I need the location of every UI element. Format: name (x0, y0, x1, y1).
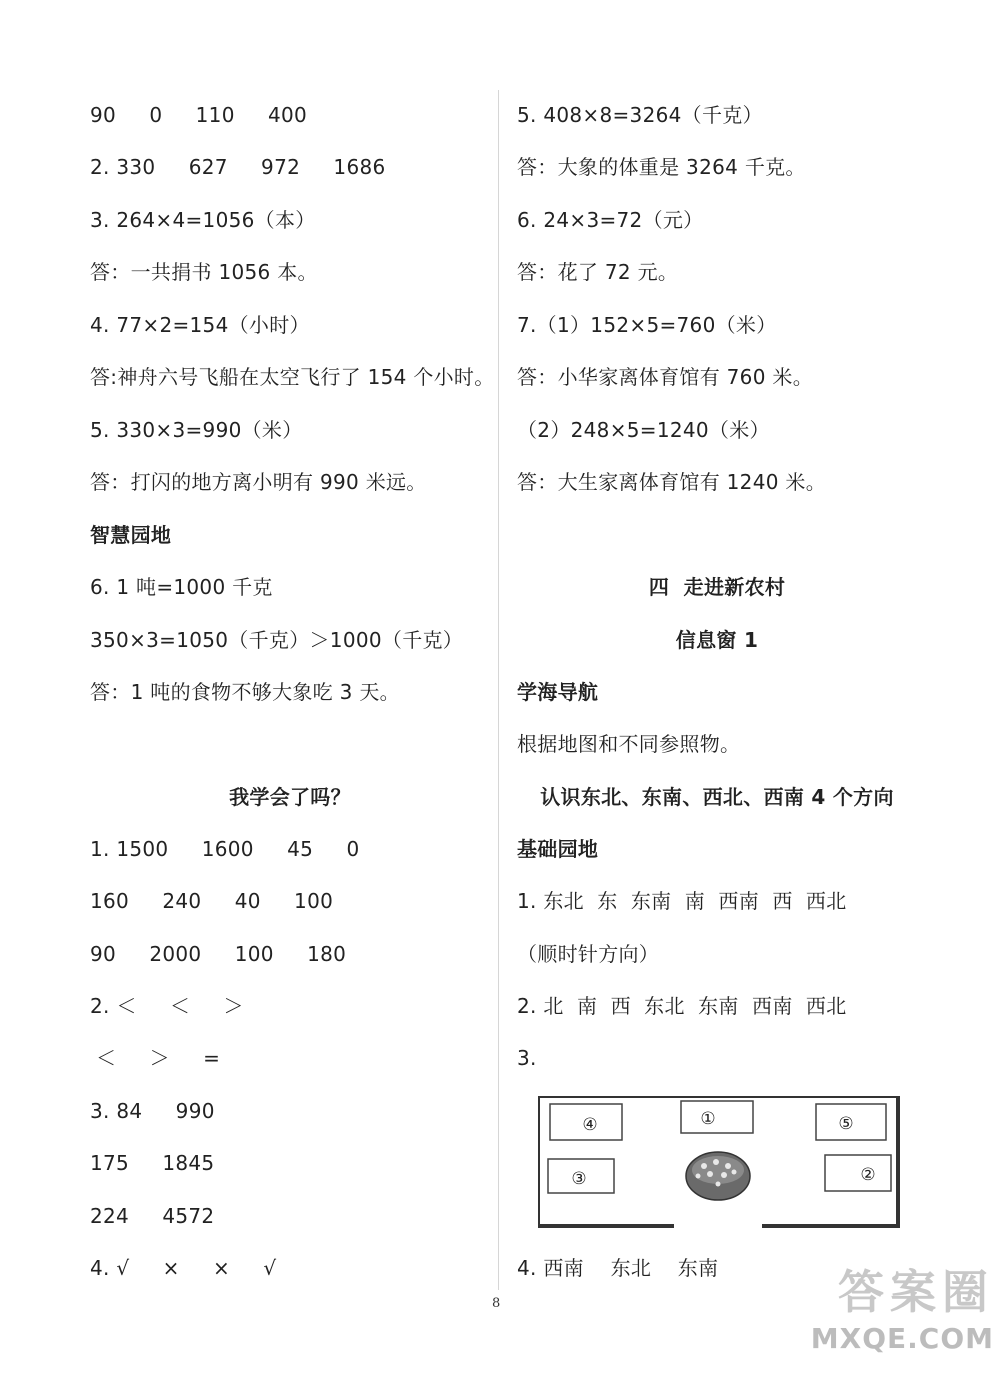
answer-line: 5. 408×8=3264（千克） (517, 103, 763, 127)
answer-line: 3. (517, 1046, 537, 1070)
answer-line: 90 2000 100 180 (90, 942, 347, 966)
section-heading: 基础园地 (517, 837, 599, 861)
answer-line: 答：一共捐书 1056 本。 (90, 260, 318, 284)
answer-line: 4. 西南 东北 东南 (517, 1256, 719, 1280)
answer-line: 6. 24×3=72（元） (517, 208, 704, 232)
answer-line: 160 240 40 100 (90, 889, 334, 913)
answer-line: 90 0 110 400 (90, 103, 308, 127)
section-title: 我学会了吗？ (229, 785, 351, 809)
answer-line: 1. 1500 1600 45 0 (90, 837, 360, 861)
answer-line: 答：小华家离体育馆有 760 米。 (517, 365, 813, 389)
answer-line: 答：大生家离体育馆有 1240 米。 (517, 470, 827, 494)
answer-line: 3. 264×4=1056（本） (90, 208, 316, 232)
answer-line: 2. 北 南 西 东北 东南 西南 西北 (517, 994, 847, 1018)
answer-line: 350×3=1050（千克）＞1000（千克） (90, 628, 464, 652)
chapter-title: 四 走进新农村 (648, 575, 786, 599)
section-heading: 学海导航 (517, 680, 599, 704)
answer-line: ＜ ＞ = (96, 1046, 221, 1070)
answer-line: 2. ＜ ＜ ＞ (90, 994, 244, 1018)
village-map-diagram (538, 1096, 900, 1230)
map-label: ⑤ (838, 1114, 854, 1134)
map-label: ④ (582, 1115, 598, 1135)
section-heading: 智慧园地 (90, 523, 172, 547)
page-number: 8 (492, 1296, 501, 1311)
answer-line: 5. 330×3=990（米） (90, 418, 303, 442)
answer-line: 7.（1）152×5=760（米） (517, 313, 777, 337)
answer-line: 4. √ × × √ (90, 1256, 277, 1280)
map-building (825, 1155, 891, 1191)
watermark (704, 1262, 994, 1372)
answer-line: 2. 330 627 972 1686 (90, 155, 386, 179)
watermark-url: MXQE.COM (810, 1322, 994, 1355)
answer-line: 根据地图和不同参照物。 (517, 732, 741, 756)
answer-line: 答：花了 72 元。 (517, 260, 679, 284)
map-label: ① (700, 1109, 716, 1129)
answer-line: （2）248×5=1240（米） (517, 418, 770, 442)
answer-line: 答：打闪的地方离小明有 990 米远。 (90, 470, 427, 494)
answer-line: 4. 77×2=154（小时） (90, 313, 310, 337)
answer-line: 175 1845 (90, 1151, 215, 1175)
answer-line: 答：1 吨的食物不够大象吃 3 天。 (90, 680, 400, 704)
section-title: 信息窗 1 (675, 628, 759, 652)
column-divider (498, 90, 499, 1290)
answer-line: 6. 1 吨=1000 千克 (90, 575, 273, 599)
answer-line: 3. 84 990 (90, 1099, 215, 1123)
watermark-logo: 答案圈 (838, 1265, 994, 1319)
answer-line: 答：大象的体重是 3264 千克。 (517, 155, 806, 179)
answer-line: 1. 东北 东 东南 南 西南 西 西北 (517, 889, 847, 913)
answer-line: 224 4572 (90, 1204, 215, 1228)
map-label: ③ (571, 1169, 587, 1189)
map-building (681, 1101, 753, 1133)
answer-line: （顺时针方向） (517, 942, 660, 966)
map-label: ② (860, 1165, 876, 1185)
section-title: 认识东北、东南、西北、西南 4 个方向 (540, 785, 894, 809)
answer-line: 答:神舟六号飞船在太空飞行了 154 个小时。 (90, 365, 495, 389)
